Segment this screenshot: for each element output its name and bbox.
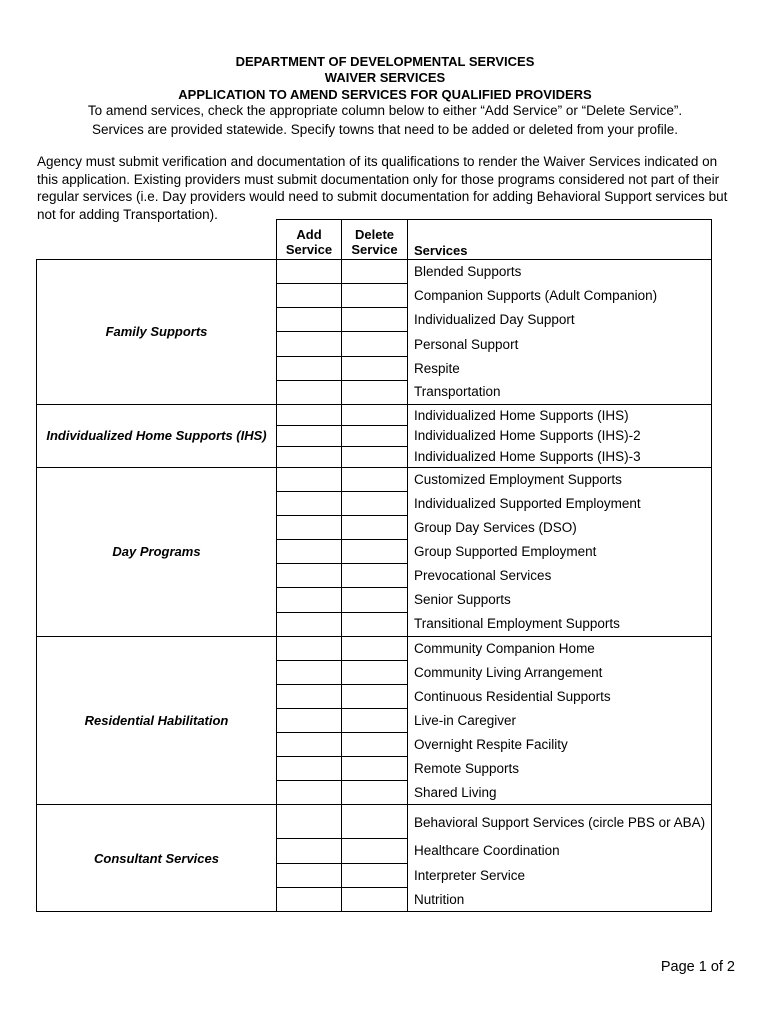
delete-service-checkbox[interactable]	[342, 260, 408, 284]
add-service-checkbox[interactable]	[277, 516, 342, 540]
delete-service-checkbox[interactable]	[342, 839, 408, 863]
service-name: Nutrition	[408, 887, 712, 911]
add-service-checkbox[interactable]	[277, 660, 342, 684]
services-header: Services	[408, 220, 712, 260]
service-name: Individualized Home Supports (IHS)-2	[408, 425, 712, 446]
table-row	[37, 260, 712, 284]
service-name: Community Companion Home	[408, 636, 712, 660]
service-name: Overnight Respite Facility	[408, 733, 712, 757]
service-name: Transportation	[408, 380, 712, 404]
service-name: Senior Supports	[408, 588, 712, 612]
add-service-checkbox[interactable]	[277, 733, 342, 757]
add-service-checkbox[interactable]	[277, 805, 342, 839]
service-name: Customized Employment Supports	[408, 467, 712, 491]
add-service-checkbox[interactable]	[277, 446, 342, 467]
delete-service-header: Delete Service	[342, 220, 408, 260]
category-label: Consultant Services	[37, 805, 277, 912]
service-name: Individualized Home Supports (IHS)	[408, 404, 712, 425]
application-title: APPLICATION TO AMEND SERVICES FOR QUALIFIED PROVIDERS	[178, 87, 592, 102]
service-name: Remote Supports	[408, 757, 712, 781]
delete-service-checkbox[interactable]	[342, 425, 408, 446]
delete-service-checkbox[interactable]	[342, 540, 408, 564]
add-service-checkbox[interactable]	[277, 260, 342, 284]
service-name: Individualized Supported Employment	[408, 492, 712, 516]
delete-service-checkbox[interactable]	[342, 446, 408, 467]
add-service-checkbox[interactable]	[277, 284, 342, 308]
add-service-checkbox[interactable]	[277, 887, 342, 911]
page-number: Page 1 of 2	[660, 959, 735, 975]
add-service-checkbox[interactable]	[277, 308, 342, 332]
add-service-checkbox[interactable]	[277, 380, 342, 404]
delete-service-checkbox[interactable]	[342, 660, 408, 684]
add-service-checkbox[interactable]	[277, 356, 342, 380]
table-row	[37, 636, 712, 660]
table-row	[37, 467, 712, 491]
add-service-checkbox[interactable]	[277, 781, 342, 805]
service-name: Personal Support	[408, 332, 712, 356]
table-row	[37, 805, 712, 839]
service-name: Continuous Residential Supports	[408, 684, 712, 708]
delete-service-checkbox[interactable]	[342, 404, 408, 425]
add-service-checkbox[interactable]	[277, 708, 342, 732]
waiver-title: WAIVER SERVICES	[324, 70, 446, 85]
category-label: Family Supports	[37, 260, 277, 405]
category-label: Residential Habilitation	[37, 636, 277, 805]
add-service-checkbox[interactable]	[277, 612, 342, 636]
service-name: Community Living Arrangement	[408, 660, 712, 684]
delete-service-checkbox[interactable]	[342, 467, 408, 491]
instruction-line-2: Services are provided statewide. Specify towns that need to be added or deleted from your profile.	[91, 122, 679, 137]
add-service-checkbox[interactable]	[277, 425, 342, 446]
delete-service-checkbox[interactable]	[342, 492, 408, 516]
delete-service-checkbox[interactable]	[342, 733, 408, 757]
instruction-line-1: To amend services, check the appropriate column below to either “Add Service” or “Delete Service”.	[87, 103, 683, 118]
service-name: Group Day Services (DSO)	[408, 516, 712, 540]
add-service-checkbox[interactable]	[277, 839, 342, 863]
add-service-checkbox[interactable]	[277, 863, 342, 887]
service-name: Individualized Home Supports (IHS)-3	[408, 446, 712, 467]
requirements-paragraph: Agency must submit verification and documentation of its qualifications to render the Waiver Services indicated on this application. Existing providers must submit documentation only for those programs considered not part of their regular services (i.e. Day providers would need to submit documentation for adding Behavioral Support services but not for adding Transportation).	[37, 154, 728, 222]
add-service-checkbox[interactable]	[277, 492, 342, 516]
delete-service-checkbox[interactable]	[342, 636, 408, 660]
delete-service-checkbox[interactable]	[342, 805, 408, 839]
delete-service-checkbox[interactable]	[342, 781, 408, 805]
add-service-checkbox[interactable]	[277, 564, 342, 588]
category-label: Individualized Home Supports (IHS)	[37, 404, 277, 467]
category-label: Day Programs	[37, 467, 277, 636]
delete-service-checkbox[interactable]	[342, 708, 408, 732]
delete-service-checkbox[interactable]	[342, 863, 408, 887]
service-name: Interpreter Service	[408, 863, 712, 887]
add-service-checkbox[interactable]	[277, 332, 342, 356]
service-name: Blended Supports	[408, 260, 712, 284]
service-name: Respite	[408, 356, 712, 380]
service-name: Transitional Employment Supports	[408, 612, 712, 636]
service-name: Companion Supports (Adult Companion)	[408, 284, 712, 308]
delete-service-checkbox[interactable]	[342, 612, 408, 636]
add-service-checkbox[interactable]	[277, 684, 342, 708]
delete-service-checkbox[interactable]	[342, 284, 408, 308]
services-table	[36, 219, 712, 912]
delete-service-checkbox[interactable]	[342, 588, 408, 612]
delete-service-checkbox[interactable]	[342, 308, 408, 332]
delete-service-checkbox[interactable]	[342, 564, 408, 588]
add-service-checkbox[interactable]	[277, 467, 342, 491]
service-name: Individualized Day Support	[408, 308, 712, 332]
service-name: Healthcare Coordination	[408, 839, 712, 863]
service-name: Live-in Caregiver	[408, 708, 712, 732]
add-service-checkbox[interactable]	[277, 588, 342, 612]
add-service-checkbox[interactable]	[277, 757, 342, 781]
table-header-row	[37, 220, 712, 260]
department-title: DEPARTMENT OF DEVELOPMENTAL SERVICES	[235, 54, 535, 69]
add-service-checkbox[interactable]	[277, 540, 342, 564]
delete-service-checkbox[interactable]	[342, 516, 408, 540]
delete-service-checkbox[interactable]	[342, 757, 408, 781]
add-service-checkbox[interactable]	[277, 636, 342, 660]
delete-service-checkbox[interactable]	[342, 332, 408, 356]
add-service-checkbox[interactable]	[277, 404, 342, 425]
service-name: Group Supported Employment	[408, 540, 712, 564]
add-service-header: Add Service	[277, 220, 342, 260]
service-name: Prevocational Services	[408, 564, 712, 588]
service-name: Behavioral Support Services (circle PBS or ABA)	[408, 805, 712, 839]
table-row	[37, 404, 712, 425]
service-name: Shared Living	[408, 781, 712, 805]
delete-service-checkbox[interactable]	[342, 380, 408, 404]
delete-service-checkbox[interactable]	[342, 356, 408, 380]
delete-service-checkbox[interactable]	[342, 887, 408, 911]
delete-service-checkbox[interactable]	[342, 684, 408, 708]
